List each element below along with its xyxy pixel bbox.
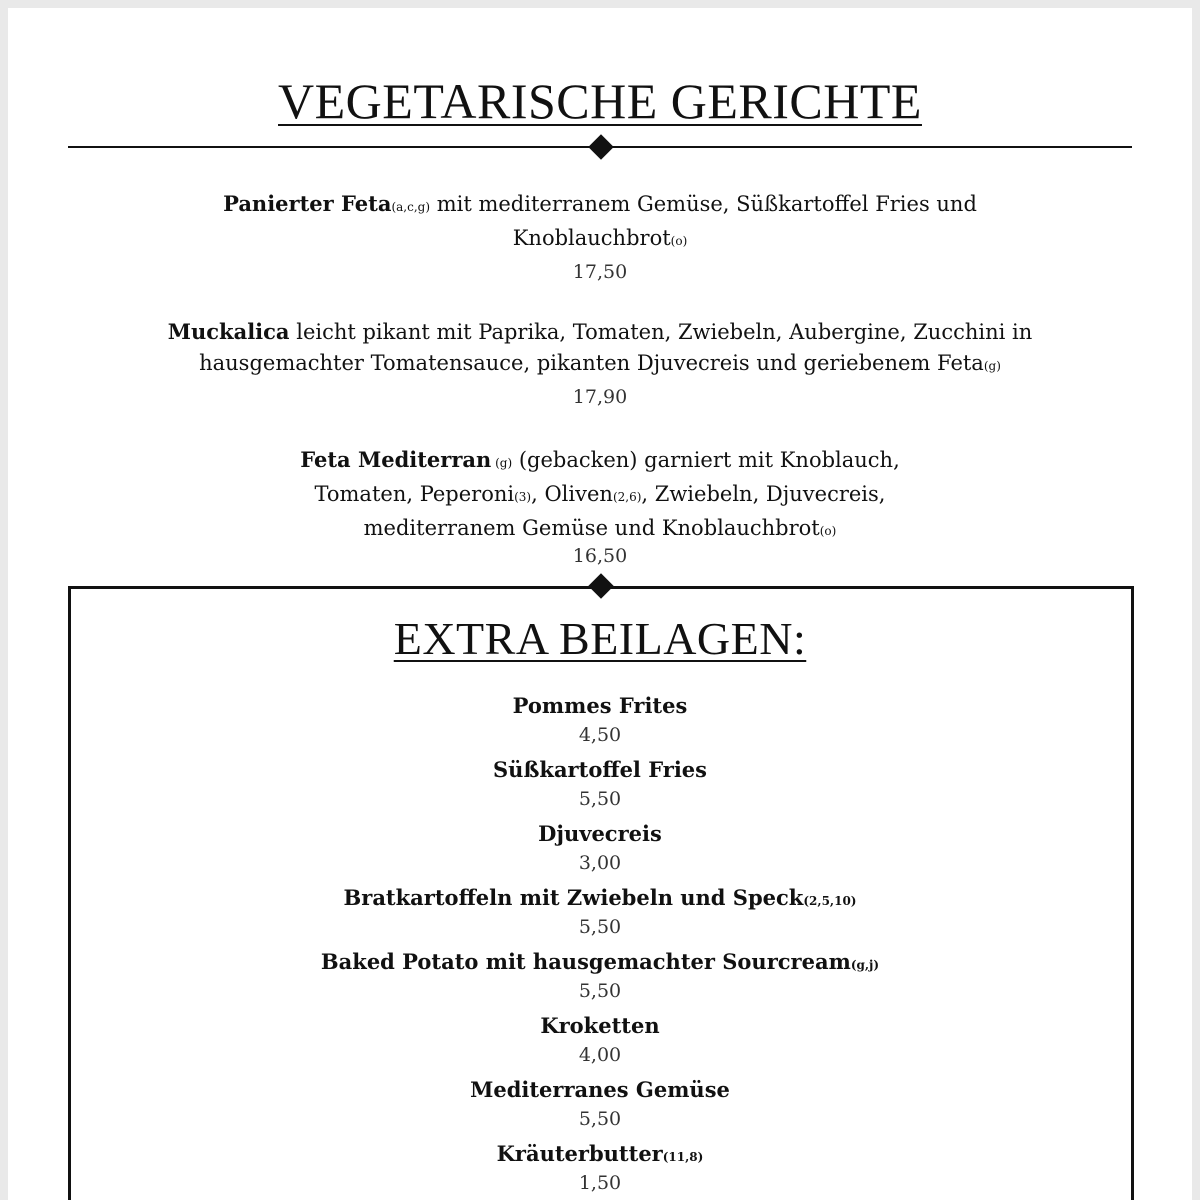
dish-description — [158, 316, 1042, 382]
side-price: 5,50 — [578, 980, 622, 1002]
list-item — [8, 756, 1192, 820]
side-name-text: Süßkartoffel Fries — [493, 757, 707, 782]
dish-item — [158, 188, 1042, 288]
dish-description — [158, 188, 1042, 257]
side-name-text: Pommes Frites — [512, 693, 688, 718]
side-name — [8, 1076, 1192, 1107]
list-item — [8, 1140, 1192, 1200]
dish-allergens-b: (o) — [670, 234, 688, 248]
side-price: 4,50 — [578, 724, 622, 746]
section-title-extras: EXTRA BEILAGEN: — [393, 613, 807, 664]
list-item — [8, 948, 1192, 1012]
dish-name: Feta Mediterran — [300, 447, 492, 472]
side-name — [8, 948, 1192, 979]
side-name — [8, 756, 1192, 787]
dish-price: 17,90 — [572, 386, 628, 408]
side-price: 4,00 — [578, 1044, 622, 1066]
dish-item — [258, 444, 942, 565]
list-item — [8, 1012, 1192, 1076]
side-allergens: (2,5,10) — [803, 894, 857, 908]
side-name — [8, 820, 1192, 851]
dish-desc-b: , Oliven — [531, 482, 613, 506]
list-item — [8, 1076, 1192, 1140]
side-name — [8, 884, 1192, 915]
list-item — [8, 692, 1192, 756]
dish-desc-c: , Zwiebeln, Djuvecreis, mediterranem Gemüse und Knoblauchbrot — [363, 482, 886, 540]
dish-desc-a: leicht pikant mit Paprika, Tomaten, Zwiebeln, Aubergine, Zucchini in hausgemachter Tomatensauce, pikanten Djuvecreis und geriebenem Feta — [199, 320, 1033, 375]
side-name-text: Baked Potato mit hausgemachter Sourcream — [320, 949, 851, 974]
dish-price: 16,50 — [572, 545, 628, 567]
extras-list — [8, 692, 1192, 1200]
side-price: 5,50 — [578, 916, 622, 938]
dish-name: Muckalica — [167, 319, 290, 344]
side-price: 3,00 — [578, 852, 622, 874]
dish-allergens: (g) — [491, 456, 513, 470]
side-name-text: Kroketten — [540, 1013, 660, 1038]
side-name-text: Bratkartoffeln mit Zwiebeln und Speck — [343, 885, 804, 910]
side-name — [8, 692, 1192, 723]
list-item — [8, 820, 1192, 884]
dish-allergens: (a,c,g) — [391, 200, 431, 214]
side-name — [8, 1012, 1192, 1043]
side-name-text: Mediterranes Gemüse — [470, 1077, 730, 1102]
side-name-text: Kräuterbutter — [496, 1141, 663, 1166]
dish-allergens-d: (o) — [819, 524, 837, 538]
dish-allergens-b: (3) — [514, 490, 532, 504]
dish-allergens-c: (2,6) — [612, 490, 642, 504]
side-price: 5,50 — [578, 788, 622, 810]
side-price: 5,50 — [578, 1108, 622, 1130]
side-name — [8, 1140, 1192, 1171]
side-name-text: Djuvecreis — [538, 821, 662, 846]
dish-desc-a: (gebacken) garniert mit Knoblauch, Tomaten, Peperoni — [314, 448, 900, 506]
dish-desc-a: mit mediterranem Gemüse, Süßkartoffel Fries und Knoblauchbrot — [430, 192, 977, 250]
dish-name: Panierter Feta — [223, 191, 392, 216]
diamond-ornament-icon — [588, 134, 613, 159]
dish-allergens-b: (g) — [983, 359, 1001, 373]
side-allergens: (g,j) — [850, 958, 880, 972]
dish-price: 17,50 — [572, 261, 628, 283]
side-price: 1,50 — [578, 1172, 622, 1194]
dish-description — [258, 444, 942, 547]
list-item — [8, 884, 1192, 948]
menu-page — [8, 8, 1192, 1200]
side-allergens: (11,8) — [662, 1150, 704, 1164]
dish-item — [158, 316, 1042, 413]
section-title-vegetarian: VEGETARISCHE GERICHTE — [278, 73, 922, 129]
